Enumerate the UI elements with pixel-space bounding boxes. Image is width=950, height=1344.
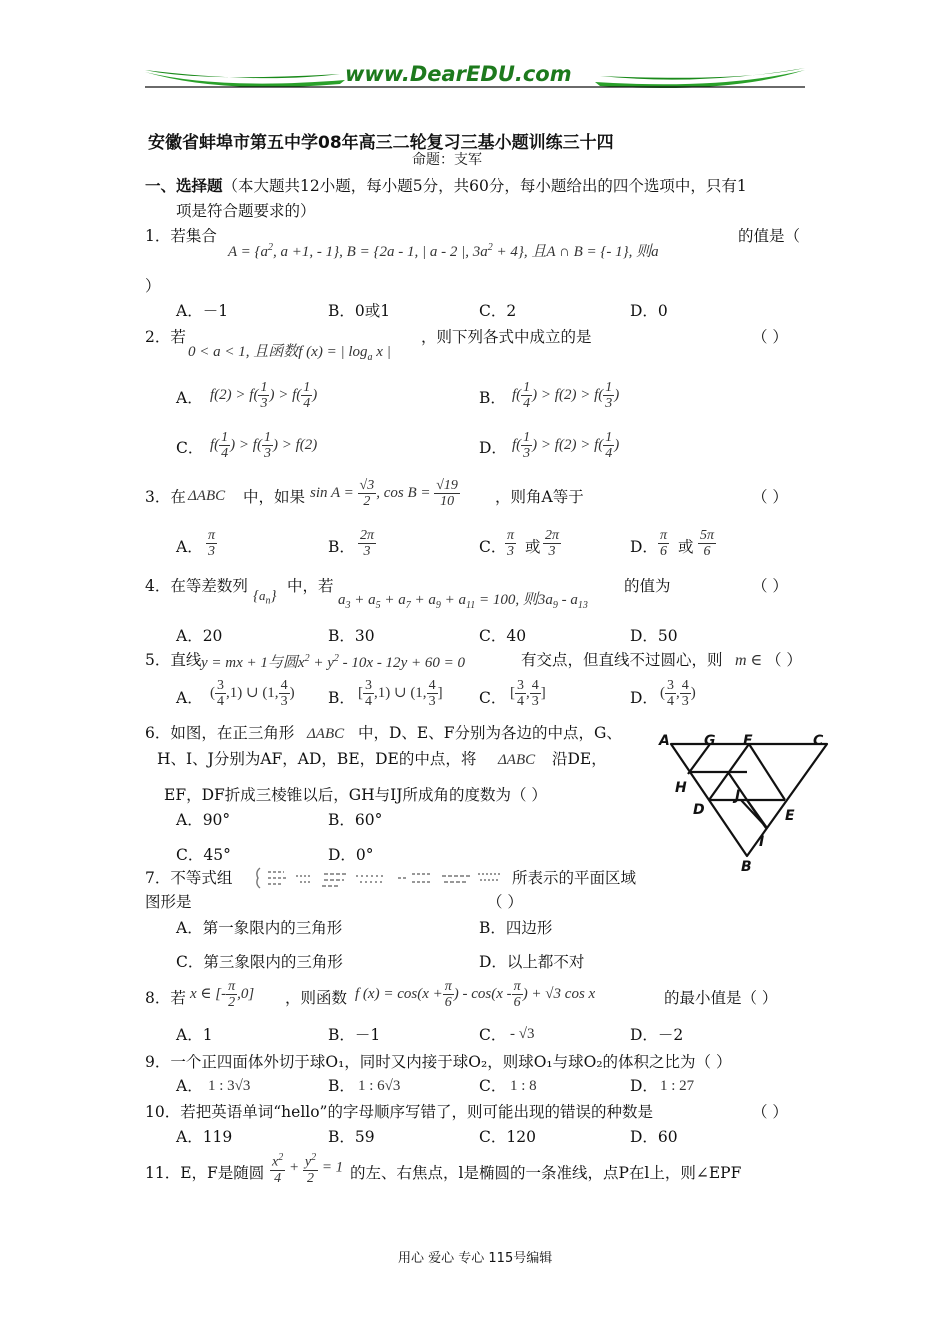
question-1 — [145, 226, 217, 246]
q7-number: 7． — [145, 869, 171, 887]
page-footer: 用心 爱心 专心 115号编辑 — [398, 1251, 553, 1266]
fig-label-j: J — [735, 788, 741, 804]
q2-option-d-expr: f( $\frac{1}{3}$ ) > f(2) > f( $\frac{1}{4}$ ) — [512, 430, 620, 461]
section-heading — [145, 176, 747, 196]
q8-function: f (x) = cos(x + $\frac{\pi}{6}$ ) - cos(x - $\frac{\pi}{6}$ ) + √3 cos x — [355, 979, 596, 1010]
q8-tail: 的最小值是（ ） — [664, 989, 778, 1007]
q5-option-c-expr: [ $\frac{3}{4}$ , $\frac{4}{3}$ ] — [510, 678, 546, 709]
q5-option-a-label: A． — [176, 689, 203, 707]
question-8 — [145, 988, 186, 1008]
q2-option-c-label: C． — [176, 439, 204, 457]
q3-mid: 中，如果 — [243, 488, 306, 506]
q2-option-a-label: A． — [176, 389, 203, 407]
q9-option-d-label: D． — [630, 1077, 658, 1095]
q2-option-d-label: D． — [479, 439, 507, 457]
fig-label-h: H — [675, 780, 687, 796]
section-instructions-1: （本大题共12小题，每小题5分，共60分，每小题给出的四个选项中，只有1 — [222, 177, 747, 195]
q9-option-d-value: 1 : 27 — [660, 1078, 695, 1094]
question-6 — [145, 723, 294, 743]
q2-tail: ，则下列各式中成立的是 — [421, 328, 592, 346]
q4-lead: 在等差数列 — [170, 577, 248, 595]
q3-lead: 在 — [170, 488, 186, 506]
q6-option-a: A．90° — [176, 811, 231, 829]
q7-option-b: B．四边形 — [479, 919, 553, 937]
fig-label-c: C — [813, 733, 824, 749]
q3-answer-paren: （ ） — [752, 488, 788, 506]
section-instructions-2: 项是符合题要求的） — [176, 202, 316, 220]
q1-option-d: D．0 — [630, 302, 668, 320]
fig-label-b: B — [741, 859, 752, 875]
q4-math: $a_3 + a_5 + a_7 + a_9 + a_{11} = 100$, 则$3a_9 - a_{13}$ — [338, 592, 588, 611]
q6-option-d: D．0° — [328, 846, 374, 864]
q8-option-d: D．－2 — [630, 1026, 684, 1044]
q3-option-d-or: 或 — [678, 538, 694, 556]
q5-lead: 直线 — [170, 651, 202, 669]
q3-option-c-or: 或 — [525, 538, 541, 556]
q9-option-a-value: 1 : 3√3 — [208, 1078, 251, 1094]
question-7 — [145, 868, 232, 888]
q6-triangle-1: ΔABC — [307, 726, 345, 742]
page-title: 安徽省蚌埠市第五中学08年高三二轮复习三基小题训练三十四 — [148, 133, 614, 153]
q5-option-b-label: B． — [328, 689, 355, 707]
q4-number: 4． — [145, 577, 171, 595]
q5-m: m ∈ — [735, 652, 763, 669]
q2-answer-paren: （ ） — [752, 328, 788, 346]
q1-math: $A = \{a^2$, a +1, - 1}, B = {2a - 1, | a - 2 |, $3a^2 + 4$}, 且A ∩ B = {- 1}, 则a — [228, 242, 659, 260]
q4-answer-paren: （ ） — [752, 577, 788, 595]
q6-line1a: 如图，在正三角形 — [170, 724, 295, 742]
q10-text: 若把英语单词“hello”的字母顺序写错了，则可能出现的错误的种数是 — [180, 1103, 653, 1121]
section-heading-label: 一、选择题 — [145, 176, 223, 195]
q8-option-a: A．1 — [176, 1026, 213, 1044]
question-9 — [145, 1052, 732, 1072]
q8-number: 8． — [145, 989, 171, 1007]
q5-option-d-label: D． — [630, 689, 658, 707]
q7-option-c: C．第三象限内的三角形 — [176, 953, 343, 971]
q8-option-b: B．－1 — [328, 1026, 381, 1044]
q3-option-d-expr: $\frac{\pi}{6}$ — [660, 528, 668, 559]
q8-option-c-expr: - √3 — [510, 1026, 535, 1042]
fig-label-d: D — [693, 802, 705, 818]
fig-label-e: E — [785, 808, 795, 824]
q1-number: 1． — [145, 227, 171, 245]
q9-option-b-value: 1 : 6√3 — [358, 1078, 401, 1094]
q11-number: 11． — [145, 1164, 181, 1182]
q3-option-d-expr2: $\frac{5\pi}{6}$ — [700, 528, 715, 559]
q8-option-c-label: C． — [479, 1026, 507, 1044]
q9-option-b-label: B． — [328, 1077, 355, 1095]
q6-line1b: 中，D、E、F分别为各边的中点，G、 — [358, 724, 622, 742]
q5-tail: 有交点，但直线不过圆心，则 — [521, 651, 723, 669]
q9-option-a-label: A． — [176, 1077, 203, 1095]
q3-option-c-label: C． — [479, 538, 507, 556]
q2-math: 0 < a < 1, 且函数f (x) = | $\log_a x$ | — [188, 344, 391, 363]
q8-mid: ，则函数 — [285, 989, 348, 1007]
q6-triangle-figure — [655, 730, 835, 880]
q6-line2a: H、I、J分别为AF，AD，BE，DE的中点，将 — [157, 750, 477, 768]
q7-answer-paren: （ ） — [487, 893, 523, 911]
q2-option-c-expr: f( $\frac{1}{4}$ ) > f( $\frac{1}{3}$ ) > f(2) — [210, 430, 318, 461]
question-3 — [145, 487, 186, 507]
site-header — [140, 60, 810, 100]
q3-option-b-expr: $\frac{2\pi}{3}$ — [360, 528, 375, 559]
q5-option-c-label: C． — [479, 689, 507, 707]
q2-number: 2． — [145, 328, 171, 346]
q1-close: ） — [145, 277, 161, 295]
q1-option-a: A．－1 — [176, 302, 229, 320]
q10-option-c: C．120 — [479, 1128, 536, 1146]
q3-option-c-expr2: $\frac{2\pi}{3}$ — [545, 528, 560, 559]
q1-option-b: B．0或1 — [328, 302, 391, 320]
q2-option-b-label: B． — [479, 389, 506, 407]
q9-number: 9． — [145, 1053, 171, 1071]
q9-text: 一个正四面体外切于球O₁，同时又内接于球O₂，则球O₁与球O₂的体积之比为（ ） — [170, 1053, 732, 1071]
question-11 — [145, 1163, 264, 1183]
q7-option-d: D．以上都不对 — [479, 953, 585, 971]
q7-lead: 不等式组 — [170, 869, 233, 887]
q3-triangle: ΔABC — [188, 488, 226, 504]
q5-math: y = mx + 1与圆$x^2 + y^2 - 10x - 12y + 60 = 0$ — [201, 653, 465, 671]
q7-line2: 图形是 — [145, 893, 192, 911]
q4-option-a: A．20 — [176, 627, 223, 645]
q7-tail: 所表示的平面区域 — [512, 869, 637, 887]
q4-tail: 的值为 — [624, 577, 671, 595]
q8-domain: x ∈ [- $\frac{\pi}{2}$ ,0] — [190, 979, 255, 1010]
q3-option-c-expr: $\frac{\pi}{3}$ — [507, 528, 515, 559]
question-4 — [145, 576, 248, 596]
logo-text: www.DearEDU.com — [345, 62, 572, 86]
q2-lead: 若 — [170, 328, 186, 346]
question-2 — [145, 327, 186, 347]
q1-lead: 若集合 — [170, 227, 217, 245]
fig-label-a: A — [659, 733, 670, 749]
q9-option-c-label: C． — [479, 1077, 507, 1095]
q7-option-a: A．第一象限内的三角形 — [176, 919, 343, 937]
q2-option-b-expr: f( $\frac{1}{4}$ ) > f(2) > f( $\frac{1}{3}$ ) — [512, 380, 620, 411]
fig-label-f: F — [743, 733, 753, 749]
q1-tail: 的值是（ — [738, 227, 801, 245]
fig-label-g: G — [704, 733, 716, 749]
q6-triangle-2: ΔABC — [498, 752, 536, 768]
q3-option-d-label: D． — [630, 538, 658, 556]
q10-option-a: A．119 — [176, 1128, 233, 1146]
q10-number: 10． — [145, 1103, 181, 1121]
question-5 — [145, 650, 201, 670]
q4-seq: $\{a_n\}$ — [253, 588, 277, 607]
q3-option-b-label: B． — [328, 538, 355, 556]
fig-label-i: I — [759, 834, 765, 850]
q10-option-d: D．60 — [630, 1128, 678, 1146]
q5-number: 5． — [145, 651, 171, 669]
q4-option-d: D．50 — [630, 627, 678, 645]
q11-ellipse-eq: $\frac{x^2}{4}$ + $\frac{y^2}{2}$ = 1 — [272, 1152, 344, 1186]
q11-tail: 的左、右焦点，l是椭圆的一条准线，点P在l上，则∠EPF — [350, 1164, 742, 1182]
q2-option-a-expr: f(2) > f( $\frac{1}{3}$ ) > f( $\frac{1}{4}$ ) — [210, 380, 318, 411]
q6-line3: EF，DF折成三棱锥以后，GH与IJ所成角的度数为（ ） — [164, 786, 547, 804]
q10-answer-paren: （ ） — [752, 1103, 788, 1121]
q9-option-c-value: 1 : 8 — [510, 1078, 537, 1094]
q5-option-d-expr: ( $\frac{3}{4}$ , $\frac{4}{3}$ ) — [660, 678, 696, 709]
q3-option-a-expr: $\frac{\pi}{3}$ — [208, 528, 216, 559]
q10-option-b: B．59 — [328, 1128, 375, 1146]
q6-number: 6． — [145, 724, 171, 742]
q5-option-b-expr: [ $\frac{3}{4}$ ,1) ∪ (1, $\frac{4}{3}$ ] — [358, 678, 443, 709]
q11-lead: E，F是随圆 — [180, 1164, 265, 1182]
q4-mid: 中，若 — [287, 577, 334, 595]
q8-lead: 若 — [170, 989, 186, 1007]
q6-option-b: B．60° — [328, 811, 383, 829]
q7-inequality-system-image — [252, 864, 510, 892]
q4-option-c: C．40 — [479, 627, 527, 645]
q6-line2b: 沿DE， — [552, 750, 607, 768]
q3-tail: ，则角A等于 — [495, 488, 584, 506]
question-10 — [145, 1102, 653, 1122]
q1-option-c: C．2 — [479, 302, 517, 320]
q3-option-a-label: A． — [176, 538, 203, 556]
q3-number: 3． — [145, 488, 171, 506]
q4-option-b: B．30 — [328, 627, 375, 645]
q5-close: （ ） — [766, 651, 802, 669]
author-line: 命题：支军 — [412, 152, 482, 168]
q3-math: sin A = $\frac{√3}{2}$ , cos B = $\frac{√19}{10}$ — [310, 478, 458, 509]
q5-option-a-expr: ( $\frac{3}{4}$ ,1) ∪ (1, $\frac{4}{3}$ ) — [210, 678, 295, 709]
q6-option-c: C．45° — [176, 846, 231, 864]
